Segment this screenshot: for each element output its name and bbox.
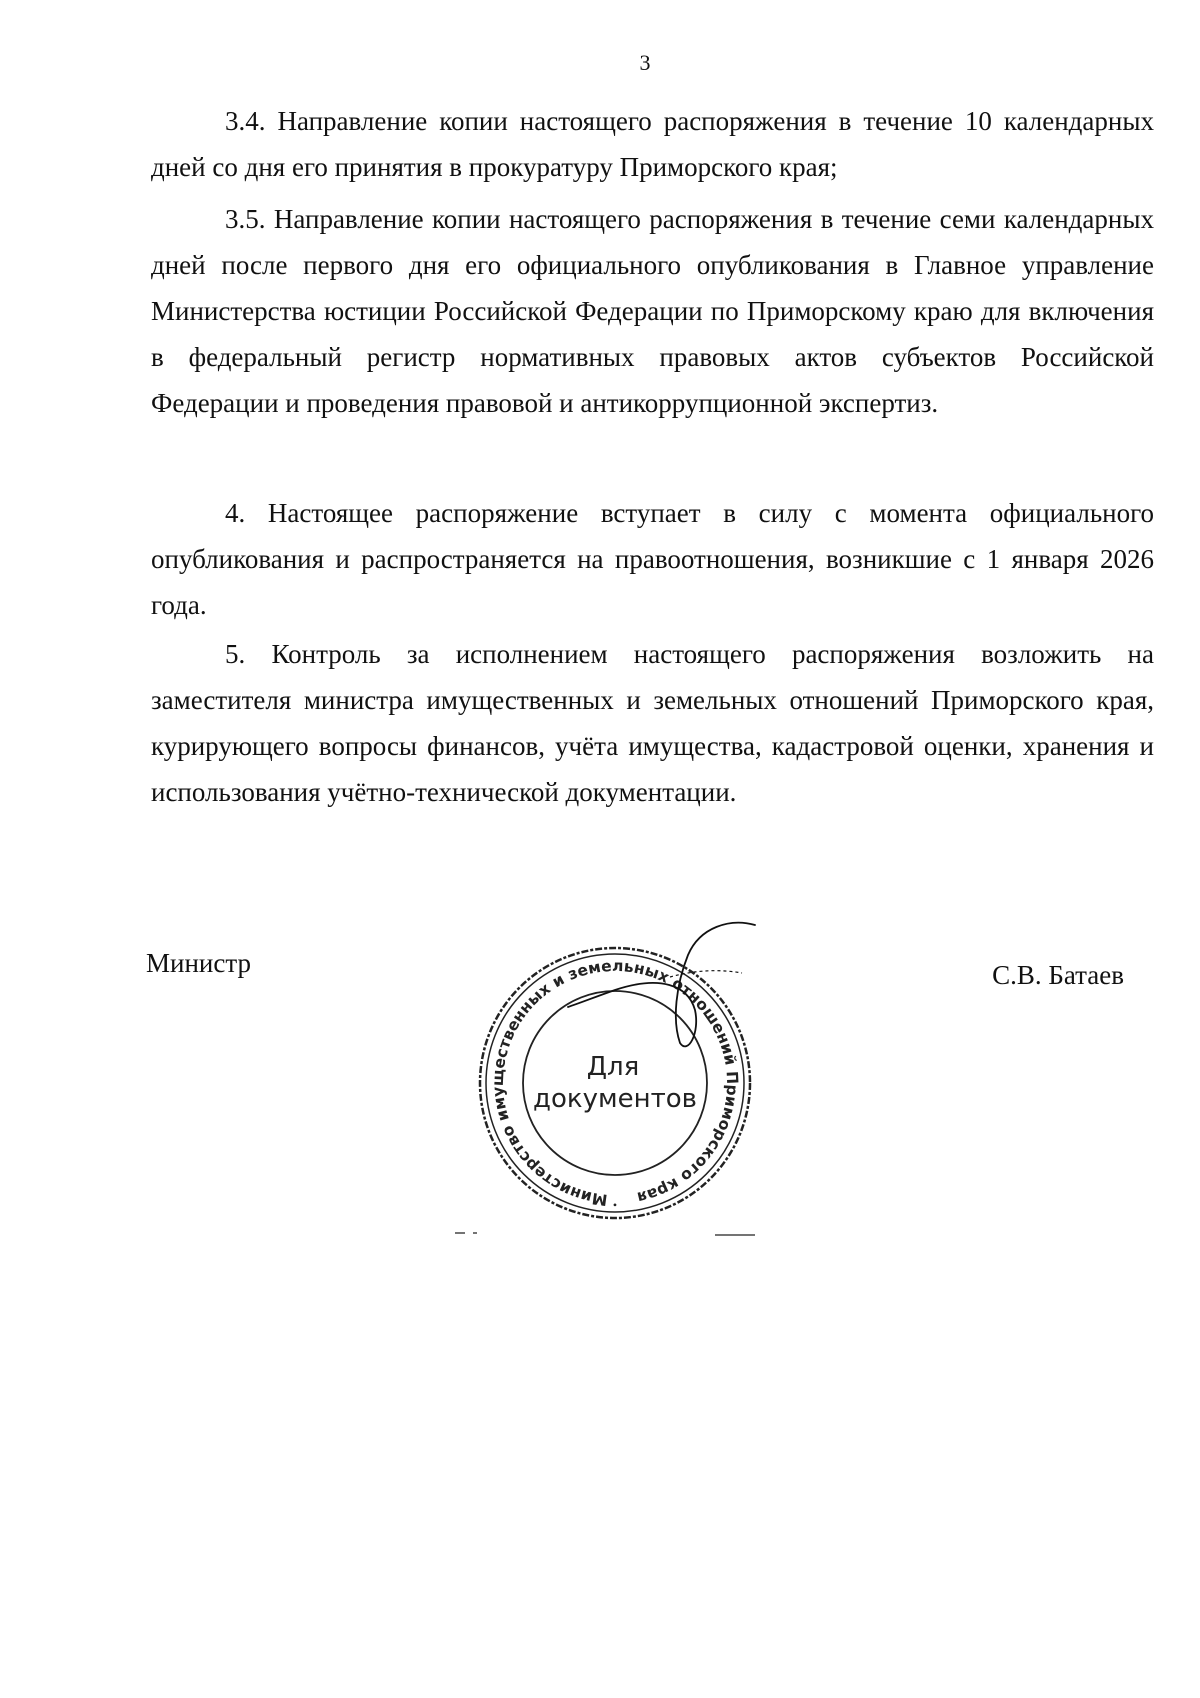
page-number: 3 xyxy=(639,50,651,75)
signature-role: Министр xyxy=(146,948,251,978)
stamp-outer-text: Министерство имущественных и земельных отношений Приморского края xyxy=(488,956,742,1209)
signature-name: С.В. Батаев xyxy=(992,960,1124,990)
handwritten-signature xyxy=(560,915,760,1055)
stamp-inner-line2: документов xyxy=(533,1084,697,1114)
paragraph-5 xyxy=(151,631,1154,815)
paragraph-3-5-text: 3.5. Направление копии настоящего распоряжения в течение семи календарных дней после первого дня его официального опубликования в Главное управление Министерства юстиции Российской Федерации по Приморскому краю для включения в федеральный регистр нормативных правовых актов субъектов Российской Федерации и проведения правовой и антикоррупционной экспертиз. xyxy=(151,204,1154,418)
paragraph-5-text: 5. Контроль за исполнением настоящего распоряжения возложить на заместителя министра имущественных и земельных отношений Приморского края, курирующего вопросы финансов, учёта имущества, кадастровой оценки, хранения и использования учётно-технической документации. xyxy=(151,639,1154,807)
paragraph-3-4 xyxy=(151,98,1154,190)
paragraph-4 xyxy=(151,490,1154,628)
paragraph-3-4-text: 3.4. Направление копии настоящего распоряжения в течение 10 календарных дней со дня его принятия в прокуратуру Приморского края; xyxy=(151,106,1154,182)
stamp-inner-line1: Для xyxy=(586,1052,640,1082)
paragraph-4-text: 4. Настоящее распоряжение вступает в силу с момента официального опубликования и распространяется на правоотношения, возникшие с 1 января 2026 года. xyxy=(151,498,1154,620)
paragraph-3-5 xyxy=(151,196,1154,426)
stamp-dot: • xyxy=(612,1198,618,1212)
stamp-underline-marks xyxy=(455,1233,775,1240)
